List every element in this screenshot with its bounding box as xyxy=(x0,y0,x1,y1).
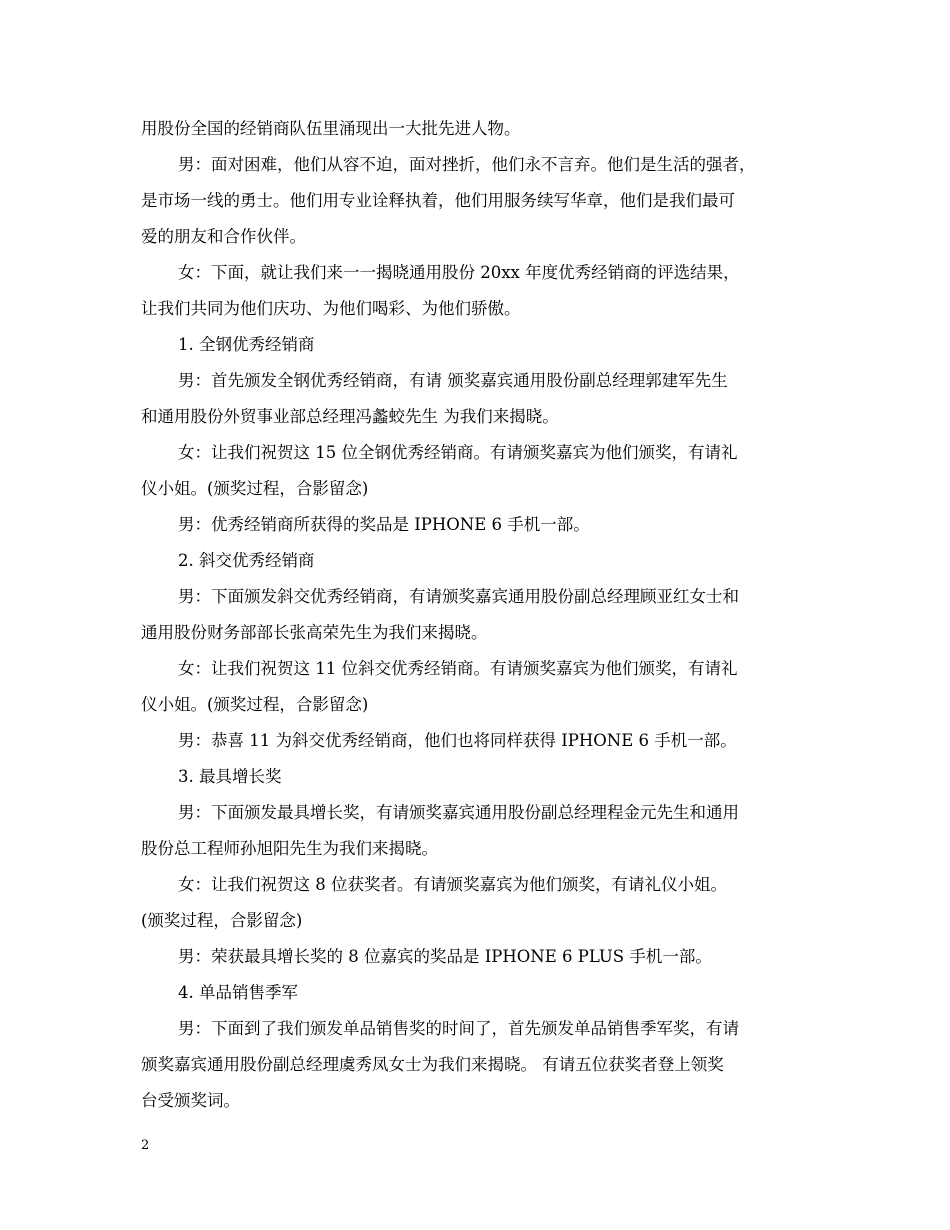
text-line: 是市场一线的勇士。他们用专业诠释执着，他们用服务续写华章，他们是我们最可 xyxy=(141,191,735,210)
text-line: 仪小姐。(颁奖过程，合影留念) xyxy=(141,479,369,498)
text-line: 男：首先颁发全钢优秀经销商，有请 颁奖嘉宾通用股份副总经理郭建军先生 xyxy=(178,371,728,390)
text-line: 女：让我们祝贺这 8 位获奖者。有请颁奖嘉宾为他们颁奖，有请礼仪小姐。 xyxy=(178,875,727,894)
text-line: 男：下面到了我们颁发单品销售奖的时间了，首先颁发单品销售季军奖，有请 xyxy=(178,1019,739,1038)
text-line: 男：恭喜 11 为斜交优秀经销商，他们也将同样获得 IPHONE 6 手机一部。 xyxy=(178,731,737,750)
list-heading: 1. 全钢优秀经销商 xyxy=(178,335,315,354)
list-heading: 2. 斜交优秀经销商 xyxy=(178,551,315,570)
text-line: 通用股份财务部部长张高荣先生为我们来揭晓。 xyxy=(141,623,488,642)
text-line: 爱的朋友和合作伙伴。 xyxy=(141,227,306,246)
text-line: 男：下面颁发斜交优秀经销商，有请颁奖嘉宾通用股份副总经理顾亚红女士和 xyxy=(178,587,739,606)
text-line: 用股份全国的经销商队伍里涌现出一大批先进人物。 xyxy=(141,119,521,138)
text-line: 女：下面，就让我们来一一揭晓通用股份 20xx 年度优秀经销商的评选结果， xyxy=(178,263,740,282)
list-heading: 3. 最具增长奖 xyxy=(178,767,282,786)
text-line: 台受颁奖词。 xyxy=(141,1091,240,1110)
text-line: 男：面对困难，他们从容不迫，面对挫折，他们永不言弃。他们是生活的强者， xyxy=(178,155,756,174)
text-line: 女：让我们祝贺这 11 位斜交优秀经销商。有请颁奖嘉宾为他们颁奖，有请礼 xyxy=(178,659,738,678)
page-number: 2 xyxy=(141,1138,150,1153)
text-line: 颁奖嘉宾通用股份副总经理虞秀凤女士为我们来揭晓。 有请五位获奖者登上领奖 xyxy=(141,1055,724,1074)
list-heading: 4. 单品销售季军 xyxy=(178,983,298,1002)
text-line: 股份总工程师孙旭阳先生为我们来揭晓。 xyxy=(141,839,438,858)
text-line: (颁奖过程，合影留念) xyxy=(141,911,303,930)
text-line: 男：下面颁发最具增长奖，有请颁奖嘉宾通用股份副总经理程金元先生和通用 xyxy=(178,803,739,822)
text-line: 男：荣获最具增长奖的 8 位嘉宾的奖品是 IPHONE 6 PLUS 手机一部。 xyxy=(178,947,712,966)
text-line: 女：让我们祝贺这 15 位全钢优秀经销商。有请颁奖嘉宾为他们颁奖，有请礼 xyxy=(178,443,738,462)
text-line: 仪小姐。(颁奖过程，合影留念) xyxy=(141,695,369,714)
text-line: 让我们共同为他们庆功、为他们喝彩、为他们骄傲。 xyxy=(141,299,521,318)
text-line: 和通用股份外贸事业部总经理冯蠡蛟先生 为我们来揭晓。 xyxy=(141,407,559,426)
text-line: 男：优秀经销商所获得的奖品是 IPHONE 6 手机一部。 xyxy=(178,515,590,534)
